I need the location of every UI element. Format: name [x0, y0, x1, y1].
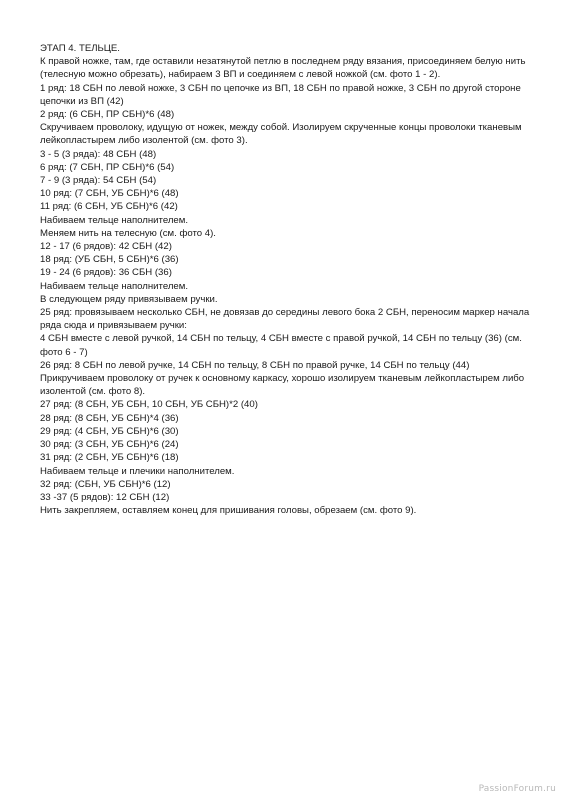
row-instruction: 7 - 9 (3 ряда): 54 СБН (54) — [40, 175, 157, 187]
row-instruction: 32 ряд: (СБН, УБ СБН)*6 (12) — [40, 478, 171, 490]
row-instruction: 31 ряд: (2 СБН, УБ СБН)*6 (18) — [40, 452, 179, 464]
paragraph: Нить закрепляем, оставляем конец для пришивания головы, обрезаем (см. фото 9). — [40, 505, 417, 517]
row-instruction: 26 ряд: 8 СБН по левой ручке, 14 СБН по тельцу, 8 СБН по правой ручке, 14 СБН по тельцу (44) — [40, 359, 470, 371]
paragraph: Набиваем тельце и плечики наполнителем. — [40, 465, 235, 477]
row-instruction: 27 ряд: (8 СБН, УБ СБН, 10 СБН, УБ СБН)*2 (40) — [40, 399, 258, 411]
paragraph: Набиваем тельце наполнителем. — [40, 214, 189, 226]
row-instruction: 6 ряд: (7 СБН, ПР СБН)*6 (54) — [40, 161, 175, 173]
row-instruction: 25 ряд: провязываем несколько СБН, не довязав до середины левого бока 2 СБН, переносим маркер начала ряда сюда и привязываем ручки: — [40, 307, 530, 332]
row-instruction: 18 ряд: (УБ СБН, 5 СБН)*6 (36) — [40, 254, 179, 266]
paragraph: Меняем нить на телесную (см. фото 4). — [40, 227, 216, 239]
paragraph: К правой ножке, там, где оставили незатянутой петлю в последнем ряду вязания, присоединяем белую нить (телесную можно обрезать), набираем 3 ВП и соединяем с левой ножкой (см. фото 1 - 2). — [40, 56, 526, 81]
row-instruction: 2 ряд: (6 СБН, ПР СБН)*6 (48) — [40, 109, 175, 121]
paragraph: Прикручиваем проволоку от ручек к основному каркасу, хорошо изолируем тканевым лейкопластырем либо изолентой (см. фото 8). — [40, 373, 525, 398]
watermark: PassionForum.ru — [478, 784, 556, 794]
row-instruction: 28 ряд: (8 СБН, УБ СБН)*4 (36) — [40, 412, 179, 424]
document-body — [40, 42, 530, 517]
row-instruction: 3 - 5 (3 ряда): 48 СБН (48) — [40, 148, 157, 160]
paragraph: Набиваем тельце наполнителем. — [40, 280, 189, 292]
row-instruction: 29 ряд: (4 СБН, УБ СБН)*6 (30) — [40, 425, 179, 437]
paragraph: Скручиваем проволоку, идущую от ножек, между собой. Изолируем скрученные концы проволоки тканевым лейкопластырем либо изолентой (см. фото 3). — [40, 122, 522, 147]
paragraph: В следующем ряду привязываем ручки. — [40, 293, 218, 305]
row-instruction: 33 -37 (5 рядов): 12 СБН (12) — [40, 491, 170, 503]
row-instruction: 30 ряд: (3 СБН, УБ СБН)*6 (24) — [40, 439, 179, 451]
row-instruction: 12 - 17 (6 рядов): 42 СБН (42) — [40, 241, 172, 253]
row-instruction: 10 ряд: (7 СБН, УБ СБН)*6 (48) — [40, 188, 179, 200]
section-heading: ЭТАП 4. ТЕЛЬЦЕ. — [40, 43, 120, 54]
row-instruction: 11 ряд: (6 СБН, УБ СБН)*6 (42) — [40, 201, 178, 213]
row-instruction: 1 ряд: 18 СБН по левой ножке, 3 СБН по цепочке из ВП, 18 СБН по правой ножке, 3 СБН по другой стороне цепочки из ВП (42) — [40, 82, 521, 107]
row-instruction: 19 - 24 (6 рядов): 36 СБН (36) — [40, 267, 172, 279]
paragraph: 4 СБН вместе с левой ручкой, 14 СБН по тельцу, 4 СБН вместе с правой ручкой, 14 СБН по тельцу (36) (см. фото 6 - 7) — [40, 333, 522, 358]
